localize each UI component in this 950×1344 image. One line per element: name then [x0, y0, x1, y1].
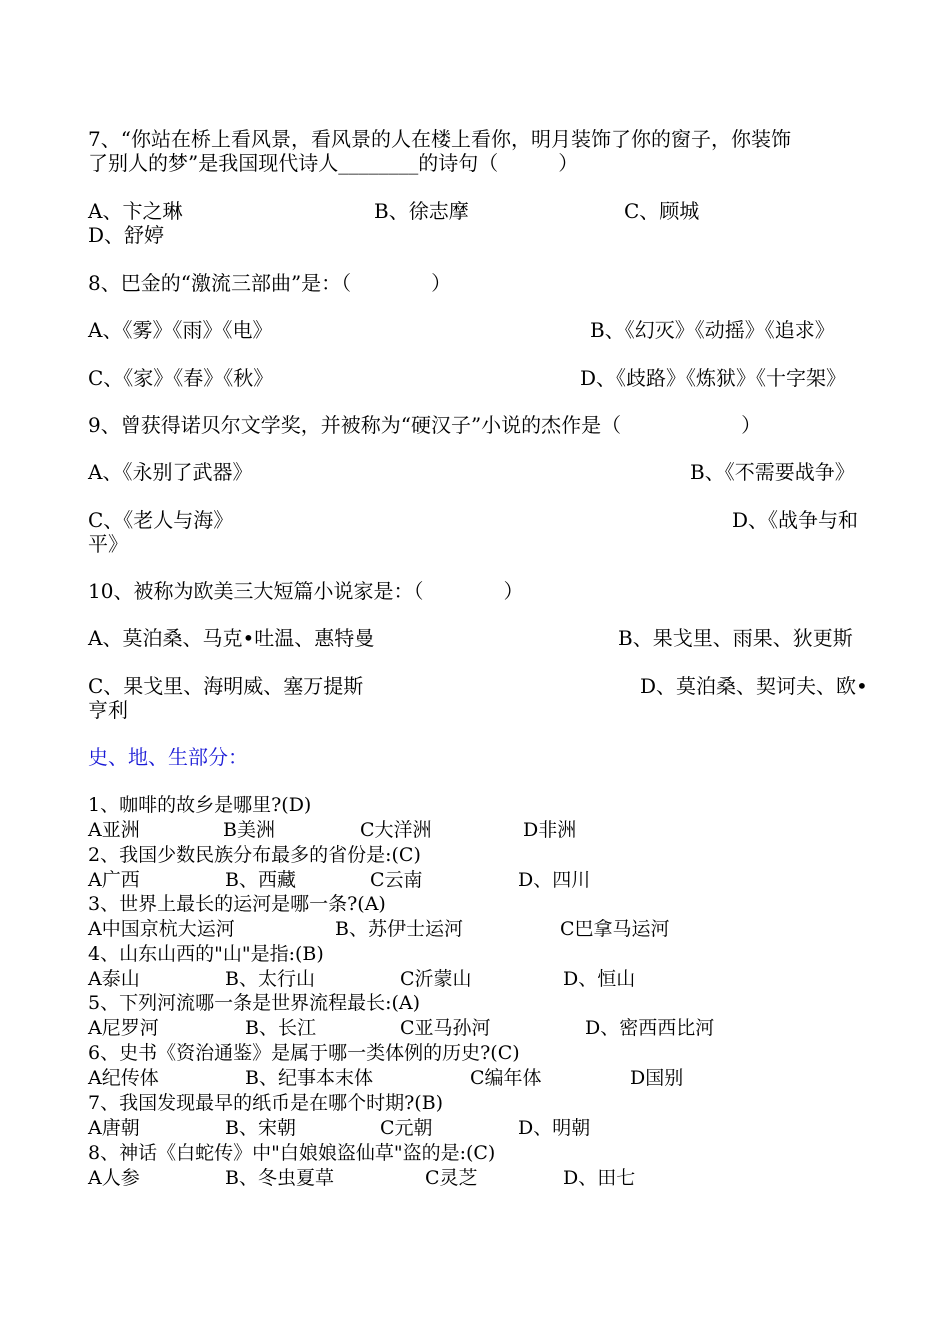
hist-q6: 6、史书《资治通鉴》是属于哪一类体例的历史?(C): [88, 1042, 520, 1064]
hist-q5-opt-c: C亚马孙河: [400, 1017, 491, 1039]
hist-q8-opt-c: C灵芝: [425, 1167, 478, 1189]
q7-option-b: B、徐志摩: [374, 199, 469, 223]
q9-option-d-cont: 平》: [88, 532, 128, 556]
hist-q8-opt-a: A人参: [88, 1167, 140, 1189]
hist-q6-opt-d: D国别: [630, 1067, 684, 1089]
hist-q3-opt-c: C巴拿马运河: [560, 918, 670, 940]
q7-line2: 了别人的梦”是我国现代诗人________的诗句（ ）: [88, 151, 579, 175]
hist-q6-opt-b: B、纪事本末体: [245, 1067, 373, 1089]
hist-q1-opt-b: B美洲: [223, 819, 275, 841]
hist-q2-opt-c: C云南: [370, 869, 423, 891]
hist-q5-opt-d: D、密西西比河: [585, 1017, 715, 1039]
hist-q6-opt-c: C编年体: [470, 1067, 542, 1089]
hist-q1-opt-c: C大洋洲: [360, 819, 432, 841]
hist-q1: 1、咖啡的故乡是哪里?(D): [88, 794, 312, 816]
q8-option-c: C、《家》《春》《秋》: [88, 366, 274, 390]
q7-option-a: A、卞之琳: [88, 199, 183, 223]
hist-q2: 2、我国少数民族分布最多的省份是:(C): [88, 844, 421, 866]
hist-q5: 5、下列河流哪一条是世界流程最长:(A): [88, 992, 421, 1014]
q8-text: 8、巴金的“激流三部曲”是：（ ）: [88, 271, 452, 295]
q10-option-b: B、果戈里、雨果、狄更斯: [618, 626, 853, 650]
hist-q3-opt-b: B、苏伊士运河: [335, 918, 463, 940]
q10-text: 10、被称为欧美三大短篇小说家是：（ ）: [88, 579, 524, 603]
q10-option-d-cont: 亨利: [88, 698, 128, 722]
hist-q1-opt-d: D非洲: [523, 819, 577, 841]
hist-q2-opt-b: B、西藏: [225, 869, 296, 891]
hist-q5-opt-a: A尼罗河: [88, 1017, 159, 1039]
q7-option-d: D、舒婷: [88, 223, 165, 247]
q10-option-a: A、莫泊桑、马克•吐温、惠特曼: [88, 626, 375, 650]
hist-q4-opt-a: A泰山: [88, 968, 140, 990]
hist-q2-opt-a: A广西: [88, 869, 140, 891]
q9-option-b: B、《不需要战争》: [690, 460, 855, 484]
q9-text: 9、曾获得诺贝尔文学奖，并被称为“硬汉子”小说的杰作是（ ）: [88, 413, 762, 437]
hist-q1-opt-a: A亚洲: [88, 819, 140, 841]
q7-option-c: C、顾城: [624, 199, 700, 223]
hist-q8: 8、神话《白蛇传》中"白娘娘盗仙草"盗的是:(C): [88, 1142, 496, 1164]
q9-option-a: A、《永别了武器》: [88, 460, 253, 484]
hist-q8-opt-d: D、田七: [563, 1167, 636, 1189]
hist-q8-opt-b: B、冬虫夏草: [225, 1167, 334, 1189]
hist-q4-opt-d: D、恒山: [563, 968, 636, 990]
q9-option-c: C、《老人与海》: [88, 508, 234, 532]
hist-q6-opt-a: A纪传体: [88, 1067, 159, 1089]
hist-q2-opt-d: D、四川: [518, 869, 591, 891]
hist-q7-opt-d: D、明朝: [518, 1117, 591, 1139]
hist-q3: 3、世界上最长的运河是哪一条?(A): [88, 893, 386, 915]
hist-q7-opt-c: C元朝: [380, 1117, 433, 1139]
hist-q7: 7、我国发现最早的纸币是在哪个时期?(B): [88, 1092, 444, 1114]
hist-q5-opt-b: B、长江: [245, 1017, 316, 1039]
q10-option-d: D、莫泊桑、契诃夫、欧•: [640, 674, 868, 698]
section-title: 史、地、生部分：: [88, 745, 248, 769]
hist-q7-opt-b: B、宋朝: [225, 1117, 296, 1139]
q8-option-d: D、《歧路》《炼狱》《十字架》: [580, 366, 847, 390]
hist-q4: 4、山东山西的"山"是指:(B): [88, 943, 324, 965]
hist-q4-opt-c: C沂蒙山: [400, 968, 472, 990]
q8-option-b: B、《幻灭》《动摇》《追求》: [590, 318, 835, 342]
hist-q7-opt-a: A唐朝: [88, 1117, 140, 1139]
q10-option-c: C、果戈里、海明威、塞万提斯: [88, 674, 364, 698]
q8-option-a: A、《雾》《雨》《电》: [88, 318, 273, 342]
q9-option-d: D、《战争与和: [732, 508, 859, 532]
hist-q4-opt-b: B、太行山: [225, 968, 315, 990]
hist-q3-opt-a: A中国京杭大运河: [88, 918, 235, 940]
q7-line1: 7、“你站在桥上看风景，看风景的人在楼上看你，明月装饰了你的窗子，你装饰: [88, 127, 791, 151]
